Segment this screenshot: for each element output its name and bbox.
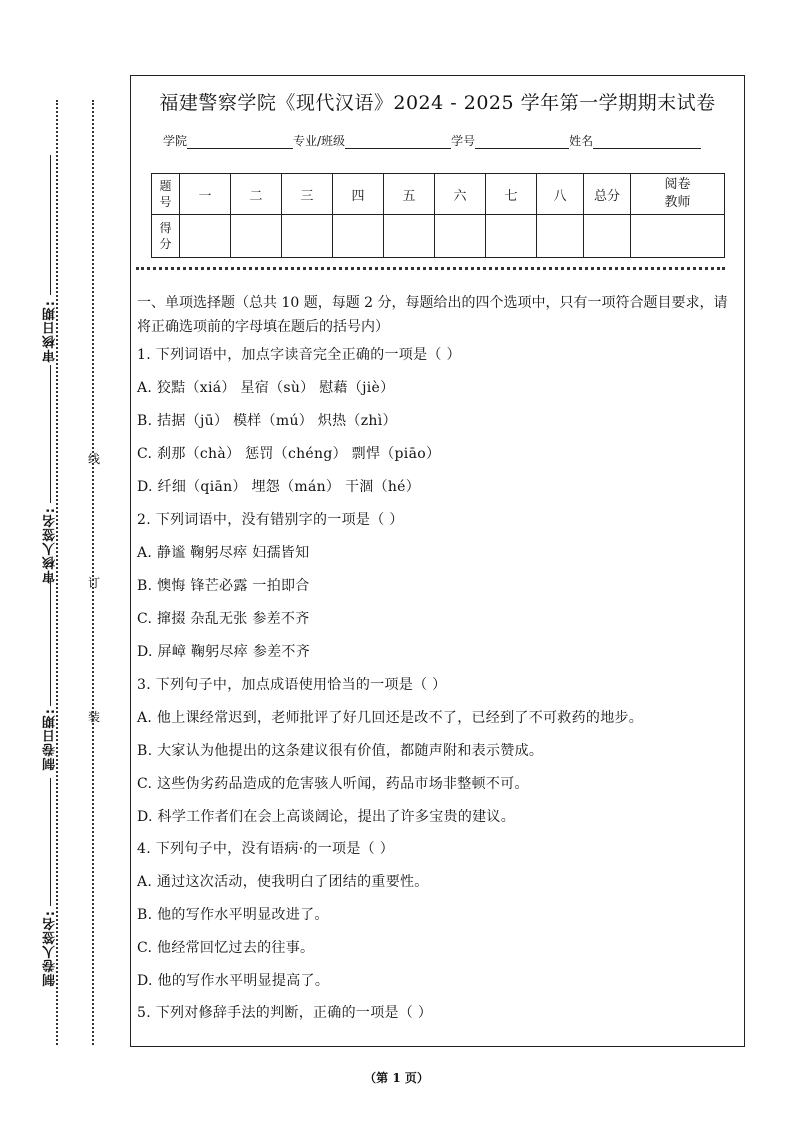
score-cell[interactable] — [282, 215, 333, 258]
review-date-label: 审核日期: — [42, 300, 58, 363]
college-label: 学院 — [163, 134, 188, 148]
score-col-total: 总分 — [584, 174, 631, 215]
question-2-option-a: A. 静谧 鞠躬尽瘁 妇孺皆知 — [137, 545, 310, 561]
score-cell[interactable] — [537, 215, 584, 258]
major-class-label: 专业/班级 — [293, 134, 346, 148]
score-table-row1-label: 题号 — [152, 174, 180, 215]
student-id-field[interactable] — [475, 136, 569, 149]
question-4-option-a: A. 通过这次活动，使我明白了团结的重要性。 — [137, 874, 429, 890]
score-cell[interactable] — [435, 215, 486, 258]
question-3-option-b: B. 大家认为他提出的这条建议很有价值，都随声附和表示赞成。 — [137, 743, 544, 759]
binding-char-ding: 订 — [88, 576, 101, 590]
reviewer-sign-label: 审核人签名: — [42, 507, 58, 584]
score-cell[interactable] — [631, 215, 725, 258]
question-4-option-c: C. 他经常回忆过去的往事。 — [137, 940, 315, 956]
maker-sign-line — [50, 778, 51, 906]
score-cell[interactable] — [231, 215, 282, 258]
outer-dotted-line — [56, 100, 58, 1045]
dotted-separator — [136, 267, 725, 270]
question-2-option-b: B. 懊悔 锋芒必露 一拍即合 — [137, 578, 310, 594]
question-3-stem: 3. 下列句子中，加点成语使用恰当的一项是（ ） — [137, 677, 447, 693]
question-3-option-d: D. 科学工作者们在会上高谈阔论，提出了许多宝贵的建议。 — [137, 809, 516, 825]
score-cell[interactable] — [180, 215, 231, 258]
score-col-7: 七 — [486, 174, 537, 215]
score-col-8: 八 — [537, 174, 584, 215]
score-col-grader: 阅卷教师 — [631, 174, 725, 215]
question-1-option-b: B. 拮据（jū） 模样（mú） 炽热（zhì） — [137, 413, 397, 429]
question-1-option-d: D. 纤细（qiān） 埋怨（mán） 干涸（hé） — [137, 479, 421, 495]
major-class-field[interactable] — [345, 136, 451, 149]
score-cell[interactable] — [584, 215, 631, 258]
question-2-option-d: D. 屏嶂 鞠躬尽瘁 参差不齐 — [137, 644, 311, 660]
page-number: （第 1 页） — [364, 1071, 429, 1085]
question-1-option-c: C. 刹那（chà） 惩罚（chéng） 剽悍（piāo） — [137, 446, 441, 462]
binding-char-zhuang: 装 — [88, 710, 101, 724]
score-table — [151, 173, 725, 258]
score-table-row2-label: 得分 — [152, 215, 180, 258]
question-4-option-b: B. 他的写作水平明显改进了。 — [137, 907, 329, 923]
score-cell[interactable] — [486, 215, 537, 258]
question-4-option-d: D. 他的写作水平明显提高了。 — [137, 973, 330, 989]
section-1-heading: 一、单项选择题（总共 10 题，每题 2 分，每题给出的四个选项中，只有一项符合题目要求，请将正确选项前的字母填在题后的括号内） — [137, 295, 728, 335]
score-table-header-row — [152, 174, 725, 215]
score-col-6: 六 — [435, 174, 486, 215]
make-date-line — [50, 578, 51, 706]
name-field[interactable] — [593, 136, 701, 149]
score-cell[interactable] — [384, 215, 435, 258]
score-cell[interactable] — [333, 215, 384, 258]
make-date-label: 制卷日期: — [42, 708, 58, 771]
score-table-score-row — [152, 215, 725, 258]
question-4-stem: 4. 下列句子中，没有语病·的一项是（ ） — [137, 841, 395, 857]
maker-sign-label: 制卷人签名: — [42, 910, 58, 987]
score-col-5: 五 — [384, 174, 435, 215]
question-3-option-a: A. 他上课经常迟到，老师批评了好几回还是改不了，已经到了不可救药的地步。 — [137, 710, 644, 726]
score-col-1: 一 — [180, 174, 231, 215]
reviewer-sign-line — [50, 365, 51, 503]
student-info-row — [163, 132, 701, 149]
college-field[interactable] — [187, 136, 293, 149]
score-col-3: 三 — [282, 174, 333, 215]
question-5-stem: 5. 下列对修辞手法的判断，正确的一项是（ ） — [137, 1005, 433, 1021]
exam-title: 福建警察学院《现代汉语》2024 - 2025 学年第一学期期末试卷 — [159, 92, 716, 114]
binding-char-xian: 线 — [88, 452, 101, 466]
inner-dotted-line — [92, 100, 94, 1045]
review-date-line — [50, 155, 51, 295]
question-2-stem: 2. 下列词语中，没有错别字的一项是（ ） — [137, 512, 404, 528]
student-id-label: 学号 — [451, 134, 476, 148]
question-2-option-c: C. 撺掇 杂乱无张 参差不齐 — [137, 611, 310, 627]
question-1-option-a: A. 狡黠（xiá） 星宿（sù） 慰藉（jiè） — [137, 380, 395, 396]
score-col-4: 四 — [333, 174, 384, 215]
question-1-stem: 1. 下列词语中，加点字读音完全正确的一项是（ ） — [137, 347, 461, 363]
score-col-2: 二 — [231, 174, 282, 215]
name-label: 姓名 — [569, 134, 594, 148]
question-3-option-c: C. 这些伪劣药品造成的危害骇人听闻，药品市场非整顿不可。 — [137, 776, 529, 792]
